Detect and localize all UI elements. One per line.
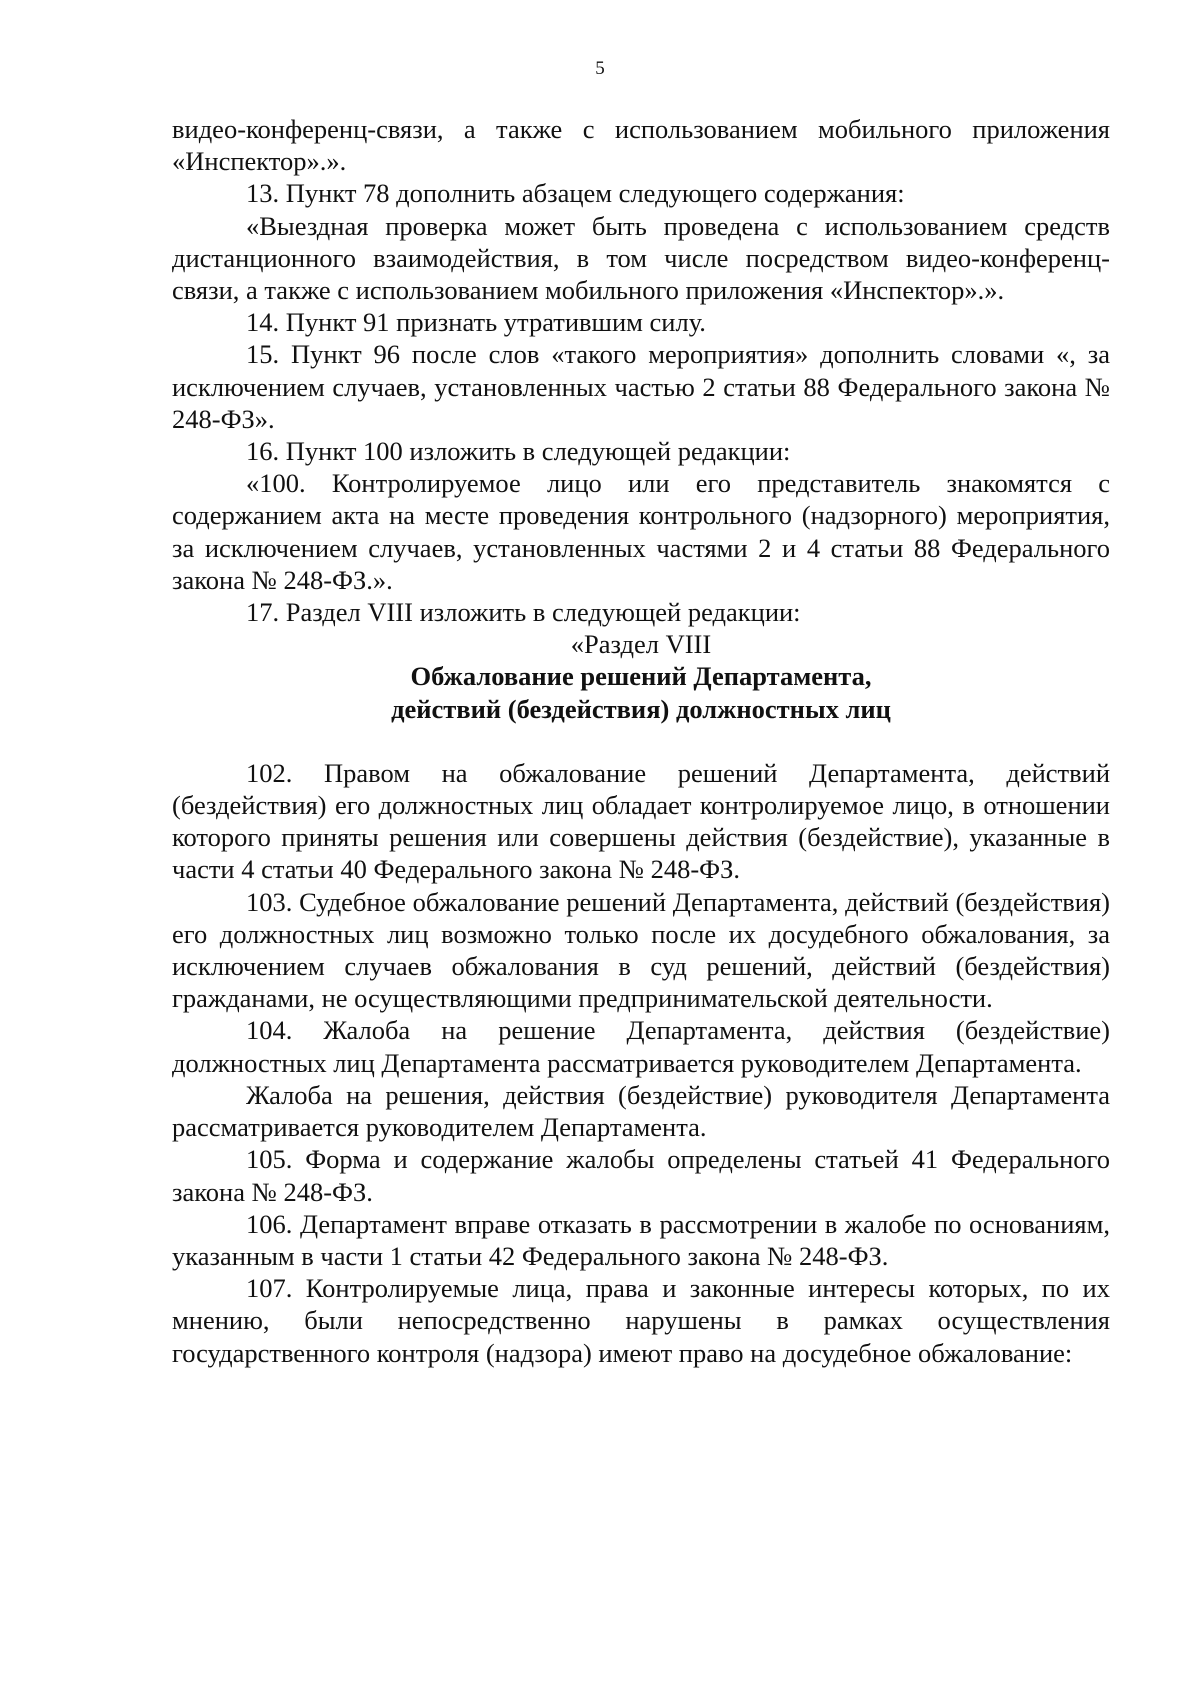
paragraph: 17. Раздел VIII изложить в следующей редакции: xyxy=(246,597,801,628)
section-title-line-2: действий (бездействия) должностных лиц xyxy=(391,693,891,724)
paragraph: «Выездная проверка может быть проведена с использованием средств дистанционного взаимодействия, в том числе посредством видео-конференц-связи, а также с использованием мобильного приложения «Инспектор».». xyxy=(172,210,1110,306)
section-paragraph: 103. Судебное обжалование решений Департамента, действий (бездействия) его должностных лиц возможно только после их досудебного обжалования, за исключением случаев обжалования в суд решений, действий (бездействия) гражданами, не осуществляющими предпринимательской деятельности. xyxy=(172,886,1110,1014)
section-paragraph: 106. Департамент вправе отказать в рассмотрении в жалобе по основаниям, указанным в части 1 статьи 42 Федерального закона № 248-ФЗ. xyxy=(172,1208,1110,1271)
paragraph: 15. Пункт 96 после слов «такого мероприятия» дополнить словами «, за исключением случаев, установленных частью 2 статьи 88 Федерального закона № 248-ФЗ». xyxy=(172,339,1110,434)
section-paragraph: 107. Контролируемые лица, права и законные интересы которых, по их мнению, были непосредственно нарушены в рамках осуществления государственного контроля (надзора) имеют право на досудебное обжалование: xyxy=(172,1273,1110,1368)
section-paragraph: 105. Форма и содержание жалобы определены статьей 41 Федерального закона № 248-ФЗ. xyxy=(172,1144,1110,1207)
paragraph: 14. Пункт 91 признать утратившим силу. xyxy=(246,307,706,338)
paragraph: видео-конференц-связи, а также с использованием мобильного приложения «Инспектор».». xyxy=(172,114,1110,177)
page-number: 5 xyxy=(595,58,605,79)
section-paragraph: 102. Правом на обжалование решений Департамента, действий (бездействия) его должностных лиц обладает контролируемое лицо, в отношении которого приняты решения или совершены действия (бездействие), указанные в части 4 статьи 40 Федерального закона № 248-ФЗ. xyxy=(172,757,1110,885)
paragraph: «100. Контролируемое лицо или его представитель знакомятся с содержанием акта на месте проведения контрольного (надзорного) мероприятия, за исключением случаев, установленных частями 2 и 4 статьи 88 Федерального закона № 248-ФЗ.». xyxy=(172,468,1110,595)
paragraph: 13. Пункт 78 дополнить абзацем следующего содержания: xyxy=(246,178,905,209)
section-label: «Раздел VIII xyxy=(570,629,712,660)
paragraph: 16. Пункт 100 изложить в следующей редакции: xyxy=(246,436,791,467)
document-body xyxy=(172,113,1110,1369)
section-title-line-1: Обжалование решений Департамента, xyxy=(410,661,872,692)
spacer xyxy=(172,725,1110,757)
section-paragraph: 104. Жалоба на решение Департамента, действия (бездействие) должностных лиц Департамента рассматривается руководителем Департамента. xyxy=(172,1015,1110,1078)
section-paragraph: Жалоба на решения, действия (бездействие) руководителя Департамента рассматривается руководителем Департамента. xyxy=(172,1079,1110,1143)
